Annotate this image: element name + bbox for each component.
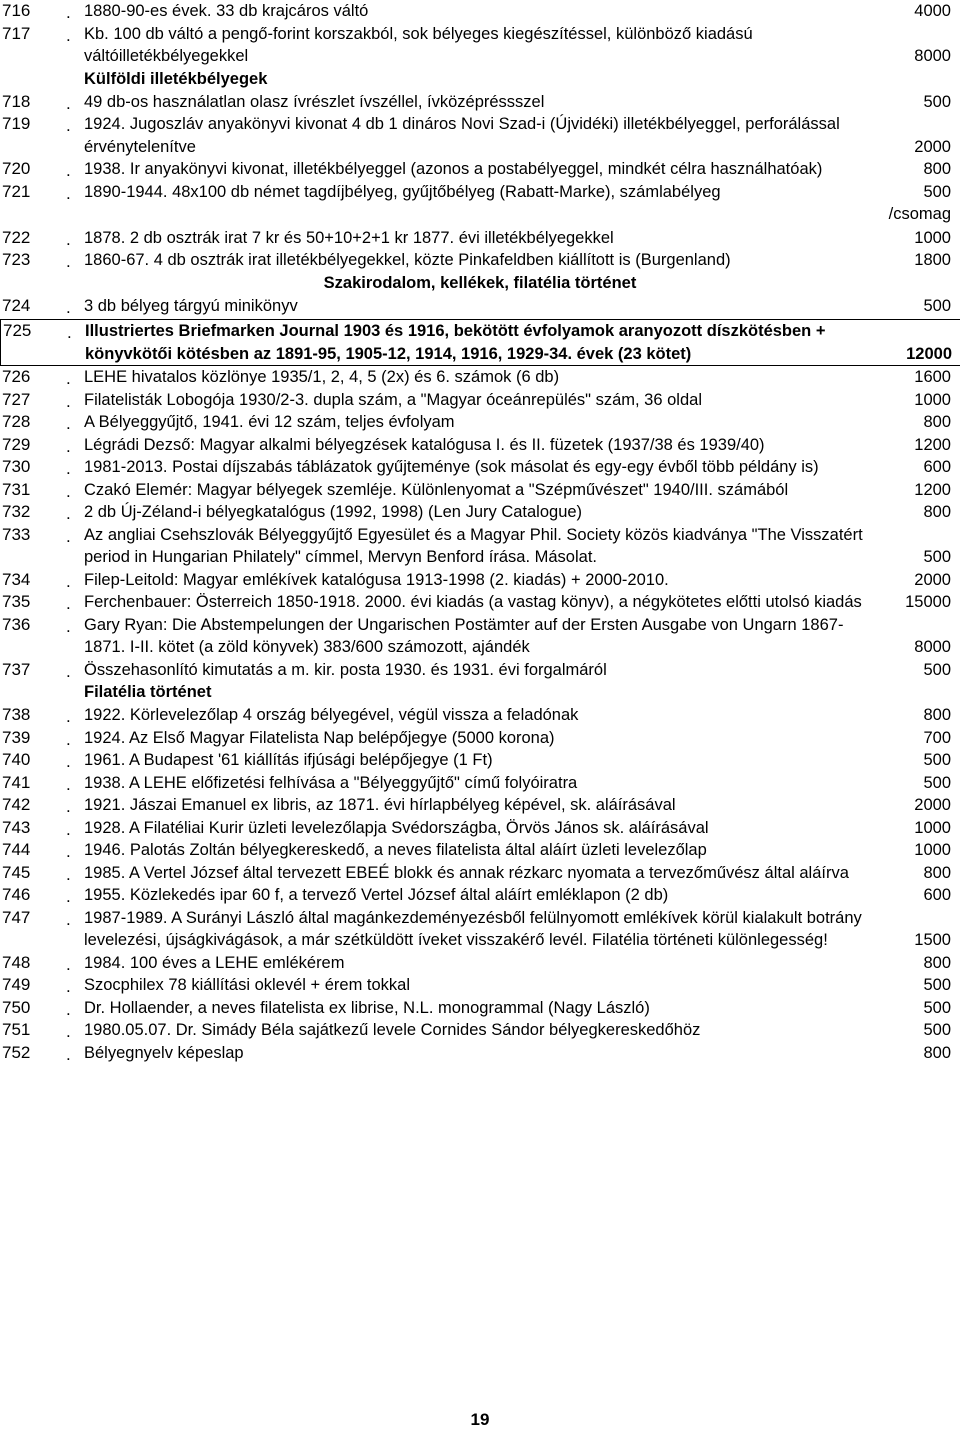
lot-description: Filatelisták Lobogója 1930/2-3. dupla szám, a "Magyar óceánrepülés" szám, 36 oldal <box>84 390 702 409</box>
lot-description: 1980.05.07. Dr. Simády Béla sajátkezű levele Cornides Sándor bélyegkereskedőhöz <box>84 1021 701 1039</box>
lot-number-dot: . <box>66 661 71 681</box>
lot-price: 1000 <box>914 841 951 859</box>
lot-description: Légrádi Dezső: Magyar alkalmi bélyegzések katalógusa I. és II. füzetek (1937/38 és 1939/40) <box>84 435 765 454</box>
lot-number: 718 <box>2 91 31 111</box>
lot-row <box>0 113 960 158</box>
lot-price: 8000 <box>914 47 951 65</box>
lot-row <box>0 456 960 479</box>
lot-price: 800 <box>923 953 951 972</box>
lot-number: 726 <box>2 367 31 386</box>
lot-price: 700 <box>923 728 951 747</box>
lot-price: 1000 <box>914 228 951 247</box>
lot-description: 1938. Ir anyakönyvi kivonat, illetékbélyeggel (azonos a postabélyeggel, mindkét célra használhatóak) <box>84 160 823 178</box>
lot-description: A Bélyeggyűjtő, 1941. évi 12 szám, teljes évfolyam <box>84 413 455 431</box>
lot-number-dot: . <box>66 161 71 180</box>
lot-number-dot: . <box>66 504 71 523</box>
lot-row <box>0 249 960 272</box>
lot-description: 1878. 2 db osztrák irat 7 kr és 50+10+2+1 kr 1877. évi illetékbélyegekkel <box>84 228 614 247</box>
lot-number: 750 <box>2 997 31 1017</box>
lot-price: 500 <box>923 751 951 769</box>
lot-row <box>0 569 960 592</box>
lot-price: 4000 <box>914 2 951 20</box>
lot-number: 749 <box>2 975 31 994</box>
lot-description: 49 db-os használatlan olasz ívrészlet ívszéllel, ívközépréssszel <box>84 92 545 111</box>
lot-row <box>0 1019 960 1042</box>
lot-number-dot: . <box>66 616 71 636</box>
lot-description: 1985. A Vertel József által tervezett EBEÉ blokk és annak rézkarc nyomata a tervezőművész által aláírva <box>84 863 849 882</box>
lot-number-dot: . <box>66 25 71 45</box>
lot-number: 720 <box>2 159 31 178</box>
lot-row <box>0 591 960 614</box>
lot-number-dot: . <box>66 229 71 249</box>
lot-description: 3 db bélyeg tárgyú minikönyv <box>84 296 298 315</box>
lot-row <box>0 319 960 366</box>
lot-number: 748 <box>2 952 31 972</box>
lot-price: 2000 <box>914 796 951 814</box>
lot-row <box>0 295 960 318</box>
lot-number: 752 <box>2 1042 31 1062</box>
lot-description: Ferchenbauer: Österreich 1850-1918. 2000. évi kiadás (a vastag könyv), a négykötetes előtti utolsó kiadás <box>84 593 862 611</box>
section-heading: Filatélia történet <box>84 683 212 701</box>
lot-description: 1922. Körlevelezőlap 4 ország bélyegével, végül vissza a feladónak <box>84 706 579 724</box>
lot-number: 747 <box>2 907 31 927</box>
lot-row <box>0 0 960 23</box>
lot-row <box>0 659 960 682</box>
lot-description: 1984. 100 éves a LEHE emlékérem <box>84 953 345 972</box>
lot-number-dot: . <box>66 526 71 546</box>
lot-row <box>0 974 960 997</box>
lot-description: 1860-67. 4 db osztrák irat illetékbélyegekkel, közte Pinkafeldben kiállított is (Burgenland) <box>84 251 731 269</box>
lot-number: 741 <box>2 772 31 792</box>
lot-row <box>0 434 960 457</box>
lot-number: 744 <box>2 840 31 859</box>
lot-description: Gary Ryan: Die Abstempelungen der Ungarischen Postämter auf der Ersten Ausgabe von Ungarn 1867-1871. I-II. kötet (a zöld könyvek) 383/600 számozott, ajándék <box>84 615 844 656</box>
lot-row <box>0 997 960 1020</box>
lot-number-dot: . <box>66 481 71 501</box>
lot-number-dot: . <box>66 369 71 388</box>
lot-description: 1880-90-es évek. 33 db krajcáros váltó <box>84 2 369 20</box>
lot-row <box>0 952 960 975</box>
lot-number: 725 <box>3 321 32 340</box>
lot-price: 800 <box>923 413 951 431</box>
lot-price: 800 <box>923 706 951 724</box>
lot-number: 728 <box>2 412 31 431</box>
lot-number-dot: . <box>66 909 71 929</box>
section-heading: Szakirodalom, kellékek, filatélia történet <box>323 273 637 292</box>
lot-row <box>0 817 960 840</box>
lot-number: 738 <box>2 705 31 724</box>
lot-price: 500 <box>923 976 951 994</box>
lot-row <box>0 614 960 659</box>
lot-number: 724 <box>2 295 31 315</box>
lot-price: 8000 <box>914 638 951 656</box>
lot-number-dot: . <box>66 819 71 839</box>
lot-number-dot: . <box>66 797 71 816</box>
lot-price: 500 <box>923 296 951 315</box>
lot-price: 800 <box>923 160 951 178</box>
lot-row <box>0 524 960 569</box>
lot-number: 733 <box>2 524 31 544</box>
lot-description: Bélyegnyelv képeslap <box>84 1043 244 1062</box>
lot-row <box>0 794 960 817</box>
lot-row <box>0 227 960 250</box>
lot-number: 727 <box>2 389 31 409</box>
lot-price: 2000 <box>914 137 951 156</box>
lot-number-dot: . <box>66 1044 71 1064</box>
lot-number: 746 <box>2 885 31 904</box>
lot-row <box>0 749 960 772</box>
lot-price: 1800 <box>914 251 951 269</box>
lot-number: 716 <box>2 1 31 20</box>
lot-number: 734 <box>2 569 31 589</box>
lot-row <box>0 501 960 524</box>
lot-number: 723 <box>2 250 31 269</box>
lot-price: 2000 <box>914 570 951 589</box>
lot-number: 729 <box>2 434 31 454</box>
lot-description: 1928. A Filatéliai Kurir üzleti levelezőlapja Svédországba, Örvös János sk. aláírásával <box>84 818 709 837</box>
lot-number: 736 <box>2 614 31 634</box>
lot-number: 735 <box>2 592 31 611</box>
lot-price: 1000 <box>914 390 951 409</box>
lot-number-dot: . <box>66 1022 71 1041</box>
lot-number: 722 <box>2 227 31 247</box>
lot-number-dot: . <box>66 864 71 884</box>
lot-row <box>0 907 960 952</box>
lot-row <box>0 704 960 727</box>
lot-number: 719 <box>2 114 31 133</box>
lot-description: Dr. Hollaender, a neves filatelista ex librise, N.L. monogrammal (Nagy László) <box>84 998 650 1017</box>
lot-row <box>0 727 960 750</box>
lot-price: 500 <box>923 92 951 111</box>
lot-description: 1955. Közlekedés ipar 60 f, a tervező Vertel József által aláírt emléklapon (2 db) <box>84 886 669 904</box>
lot-price: 500 <box>923 773 951 792</box>
lot-price: 500 /csomag <box>888 182 951 223</box>
lot-number-dot: . <box>66 252 71 271</box>
lot-description: 1921. Jászai Emanuel ex libris, az 1871. évi hírlapbélyeg képével, sk. aláírásával <box>84 796 676 814</box>
lot-row <box>0 1042 960 1065</box>
lot-number: 742 <box>2 795 31 814</box>
lot-number: 731 <box>2 479 31 499</box>
lot-row <box>0 158 960 181</box>
lot-row <box>0 862 960 885</box>
lot-number-dot: . <box>66 594 71 613</box>
lot-price: 1200 <box>914 435 951 454</box>
lot-number: 730 <box>2 457 31 476</box>
lot-row <box>0 479 960 502</box>
lot-row <box>0 366 960 389</box>
lot-price: 500 <box>923 660 951 679</box>
lot-number-dot: . <box>66 977 71 996</box>
lot-price: 12000 <box>906 344 952 363</box>
lot-description: 1981-2013. Postai díjszabás táblázatok gyűjteménye (sok másolat és egy-egy évből több példány is) <box>84 458 819 476</box>
lot-number-dot: . <box>66 116 71 135</box>
lot-row <box>0 91 960 114</box>
lot-description: 1938. A LEHE előfizetési felhívása a "Bélyeggyűjtő" című folyóiratra <box>84 773 578 792</box>
lot-number-dot: . <box>66 842 71 861</box>
lot-number-dot: . <box>66 707 71 726</box>
lot-price: 800 <box>923 503 951 521</box>
lot-description: Filep-Leitold: Magyar emlékívek katalógusa 1913-1998 (2. kiadás) + 2000-2010. <box>84 570 669 589</box>
lot-price: 500 <box>923 548 951 566</box>
lot-description: 1924. Jugoszláv anyakönyvi kivonat 4 db 1 dináros Novi Szad-i (Újvidéki) illetékbélyeggel, perforálással érvénytelenítve <box>84 115 845 156</box>
lot-row <box>0 839 960 862</box>
lot-description: Kb. 100 db váltó a pengő-forint korszakból, sok bélyeges kiegészítéssel, különböző kiadású váltóilletékbélyegekkel <box>84 24 758 65</box>
lot-row <box>0 884 960 907</box>
lot-number: 745 <box>2 862 31 882</box>
lot-number-dot: . <box>66 887 71 906</box>
lot-description: 1924. Az Első Magyar Filatelista Nap belépőjegye (5000 korona) <box>84 728 555 747</box>
lot-number-dot: . <box>66 999 71 1019</box>
lot-price: 800 <box>923 1043 951 1062</box>
lot-description: Illustriertes Briefmarken Journal 1903 és 1916, bekötött évfolyamok aranyozott díszkötésben + könyvkötői kötésben az 1891-95, 1905-12, 1914, 1916, 1929-34. évek (23 kötet) <box>85 322 831 363</box>
lot-price: 1200 <box>914 480 951 499</box>
lot-price: 500 <box>923 998 951 1017</box>
lot-row <box>0 181 960 227</box>
lot-number-dot: . <box>66 954 71 974</box>
lot-description: Szocphilex 78 kiállítási oklevél + érem tokkal <box>84 976 411 994</box>
lot-number-dot: . <box>66 391 71 411</box>
lot-price: 800 <box>923 863 951 882</box>
lot-row <box>0 411 960 434</box>
lot-row <box>0 23 960 68</box>
lot-number-dot: . <box>66 436 71 456</box>
lot-number-dot: . <box>66 752 71 771</box>
lot-price: 1000 <box>914 818 951 837</box>
lot-number-dot: . <box>66 459 71 478</box>
lot-description: 1987-1989. A Surányi László által magánkezdeményezésből felülnyomott emlékívek körül kialakult botrány levelezési, újságkivágások, a már szétküldött íveket visszakérő levél. Filatélia történeti különlegesség! <box>84 908 867 949</box>
lot-number-dot: . <box>67 323 72 342</box>
lot-number: 721 <box>2 181 31 201</box>
lot-price: 500 <box>923 1021 951 1039</box>
lot-price: 1600 <box>914 368 951 386</box>
lot-number-dot: . <box>66 297 71 317</box>
page-number: 19 <box>470 1410 490 1429</box>
lot-description: Összehasonlító kimutatás a m. kir. posta 1930. és 1931. évi forgalmáról <box>84 660 607 679</box>
lot-price: 1500 <box>914 931 951 949</box>
lot-number-dot: . <box>66 729 71 749</box>
lot-row <box>0 772 960 795</box>
lot-number-dot: . <box>66 93 71 113</box>
lot-number-dot: . <box>66 774 71 794</box>
lot-number: 743 <box>2 817 31 837</box>
lot-number: 740 <box>2 750 31 769</box>
lot-number: 732 <box>2 502 31 521</box>
lot-description: 1961. A Budapest '61 kiállítás ifjúsági belépőjegye (1 Ft) <box>84 751 493 769</box>
lot-description: 1890-1944. 48x100 db német tagdíjbélyeg, gyűjtőbélyeg (Rabatt-Marke), számlabélyeg <box>84 182 721 201</box>
lot-number: 737 <box>2 659 31 679</box>
lot-price: 15000 <box>905 593 951 611</box>
section-heading: Külföldi illetékbélyegek <box>84 69 268 88</box>
lot-number-dot: . <box>66 3 71 22</box>
lot-price: 600 <box>923 886 951 904</box>
lot-number: 739 <box>2 727 31 747</box>
lot-description: Az angliai Csehszlovák Bélyeggyűjtő Egyesület és a Magyar Phil. Society közös kiadványa "The Visszatért period in Hungarian Philately" címmel, Mervyn Benford írása. Másolat. <box>84 525 868 566</box>
lot-description: Czakó Elemér: Magyar bélyegek szemléje. Különlenyomat a "Szépművészet" 1940/III. számából <box>84 480 789 499</box>
lot-description: 2 db Új-Zéland-i bélyegkatalógus (1992, 1998) (Len Jury Catalogue) <box>84 503 583 521</box>
lot-number-dot: . <box>66 183 71 203</box>
lot-number: 751 <box>2 1020 31 1039</box>
lot-number-dot: . <box>66 571 71 591</box>
lot-description: LEHE hivatalos közlönye 1935/1, 2, 4, 5 (2x) és 6. számok (6 db) <box>84 368 560 386</box>
lot-price: 600 <box>923 458 951 476</box>
lot-row <box>0 389 960 412</box>
lot-number: 717 <box>2 23 31 43</box>
lot-description: 1946. Palotás Zoltán bélyegkereskedő, a neves filatelista által aláírt üzleti levelezőlap <box>84 841 707 859</box>
lot-number-dot: . <box>66 414 71 433</box>
